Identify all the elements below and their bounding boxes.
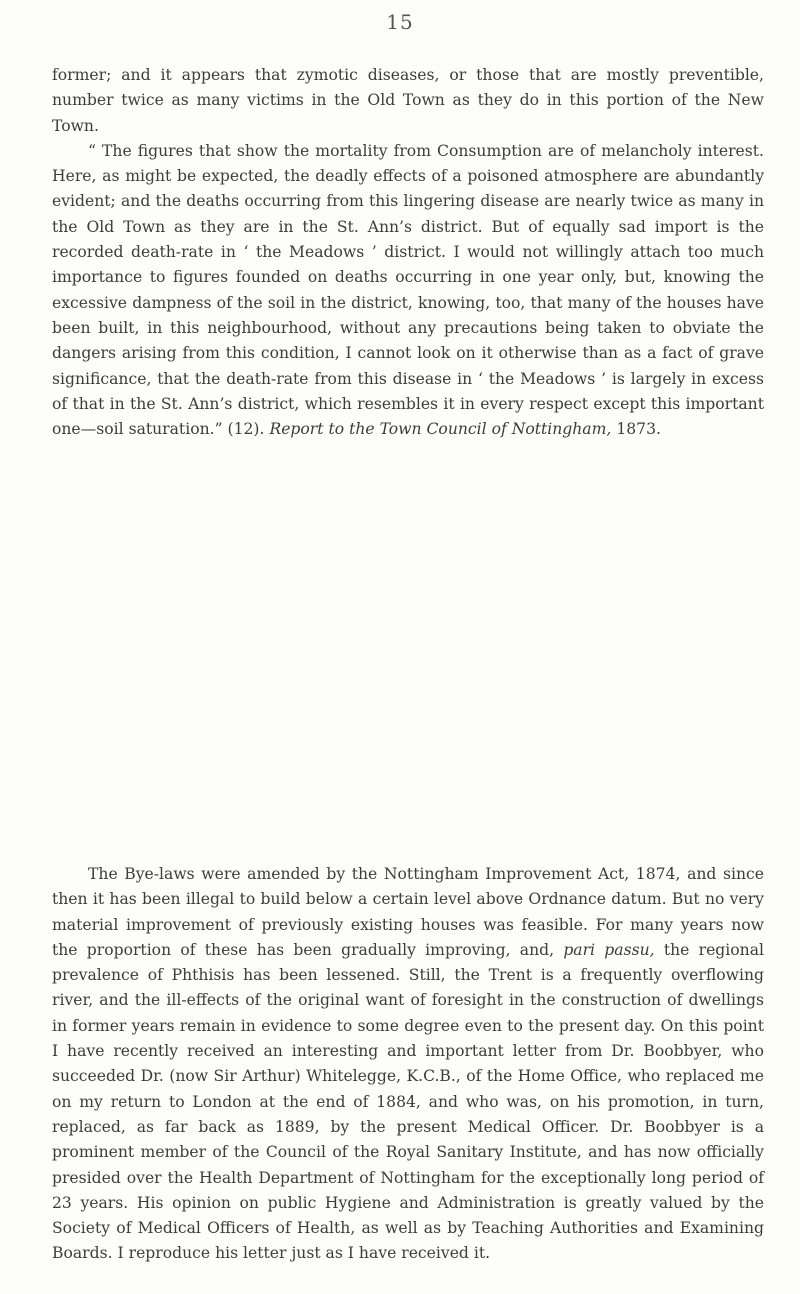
text-block-upper [52,63,764,442]
bye-laws-text-2: the regional prevalence of Phthisis has been lessened. Still, the Trent is a frequently overflowing river, and the ill-effects of the original want of foresight in the construction of dwellings in former years remain in evidence to some degree even to the present day. On this point I have recently received an interesting and important letter from Dr. Boobbyer, who succeeded Dr. (now Sir Arthur) Whitelegge, K.C.B., of the Home Office, who replaced me on my return to London at the end of 1884, and who was, on his promotion, in turn, replaced, as far back as 1889, by the present Medical Officer. Dr. Boobbyer is a prominent member of the Council of the Royal Sanitary Institute, and has now officially presided over the Health Department of Nottingham for the exceptionally long period of 23 years. His opinion on public Hygiene and Administration is greatly valued by the Society of Medical Officers of Health, as well as by Teaching Authorities and Examining Boards. I reproduce his letter just as I have received it. [52,940,764,1263]
citation-year: 1873. [616,420,661,439]
bye-laws-text-1: The Bye-laws were amended by the Nottingham Improvement Act, 1874, and since then it has been illegal to build below a certain level above Ordnance datum. But no very material improvement of previously existing houses was feasible. For many years now the proportion of these has been gradually improving, and, [52,865,764,959]
page-number: 15 [386,10,414,34]
text-block-lower [52,862,764,1267]
paragraph-consumption-quote [52,139,764,443]
citation-source: Report to the Town Council of Nottingham, [269,420,612,439]
latin-phrase: pari passu, [563,940,655,959]
quote-text: “ The figures that show the mortality from Consumption are of melancholy interest. Here, as might be expected, the deadly effects of a poisoned atmosphere are abundantly evident; and the deaths occurring from this lingering disease are nearly twice as many in the Old Town as they are in the St. Ann’s district. But of equally sad import is the recorded death-rate in ‘ the Meadows ’ district. I would not willingly attach too much importance to figures founded on deaths occurring in one year only, but, knowing the excessive dampness of the soil in the district, knowing, too, that many of the houses have been built, in this neighbourhood, without any precautions being taken to obviate the dangers arising from this condition, I cannot look on it otherwise than as a fact of grave significance, that the death-rate from this disease in ‘ the Meadows ’ is largely in excess of that in the St. Ann’s district, which resembles it in every respect except this important one—soil saturation.” (12). [52,141,764,439]
paragraph-bye-laws [52,862,764,1267]
paragraph-zymotic: former; and it appears that zymotic diseases, or those that are mostly preventible, number twice as many victims in the Old Town as they do in this portion of the New Town. [52,66,764,135]
